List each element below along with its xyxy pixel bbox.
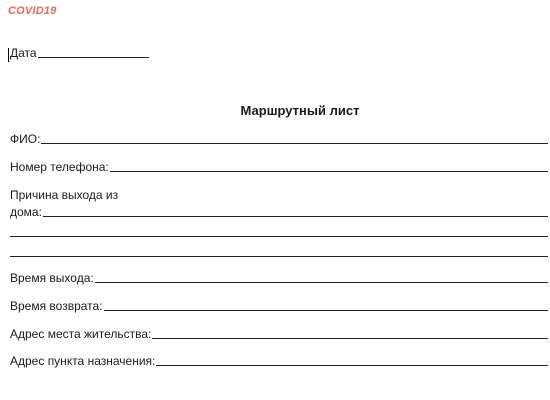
document-title: Маршрутный лист — [240, 103, 360, 118]
reason-fill-line-2[interactable] — [10, 236, 548, 237]
return-time-label: Время возврата: — [10, 299, 103, 313]
return-time-fill-line[interactable] — [104, 309, 548, 311]
reason-label-line2: дома: — [10, 205, 42, 219]
phone-field — [10, 160, 548, 174]
date-fill-line[interactable] — [38, 57, 149, 58]
fio-field — [10, 132, 548, 146]
destination-address-field — [10, 354, 548, 368]
text-cursor — [8, 48, 9, 62]
return-time-field — [10, 299, 548, 313]
phone-fill-line[interactable] — [110, 170, 548, 172]
fio-label: ФИО: — [10, 132, 41, 146]
destination-address-fill-line[interactable] — [156, 364, 548, 366]
date-row — [8, 46, 149, 60]
reason-fill-line-1[interactable] — [43, 215, 548, 217]
phone-label: Номер телефона: — [10, 160, 109, 174]
exit-time-fill-line[interactable] — [95, 281, 548, 283]
residence-address-fill-line[interactable] — [152, 337, 548, 339]
destination-address-label: Адрес пункта назначения: — [10, 354, 156, 368]
residence-address-label: Адрес места жительства: — [10, 327, 152, 341]
reason-field — [10, 205, 548, 219]
reason-label-line1: Причина выхода из — [10, 188, 119, 202]
residence-address-field — [10, 327, 548, 341]
reason-fill-line-3[interactable] — [10, 256, 548, 257]
exit-time-field — [10, 271, 548, 285]
fio-fill-line[interactable] — [41, 142, 548, 144]
date-label: Дата — [10, 46, 37, 60]
header-covid-mark: COVID19 — [8, 5, 57, 17]
exit-time-label: Время выхода: — [10, 271, 94, 285]
